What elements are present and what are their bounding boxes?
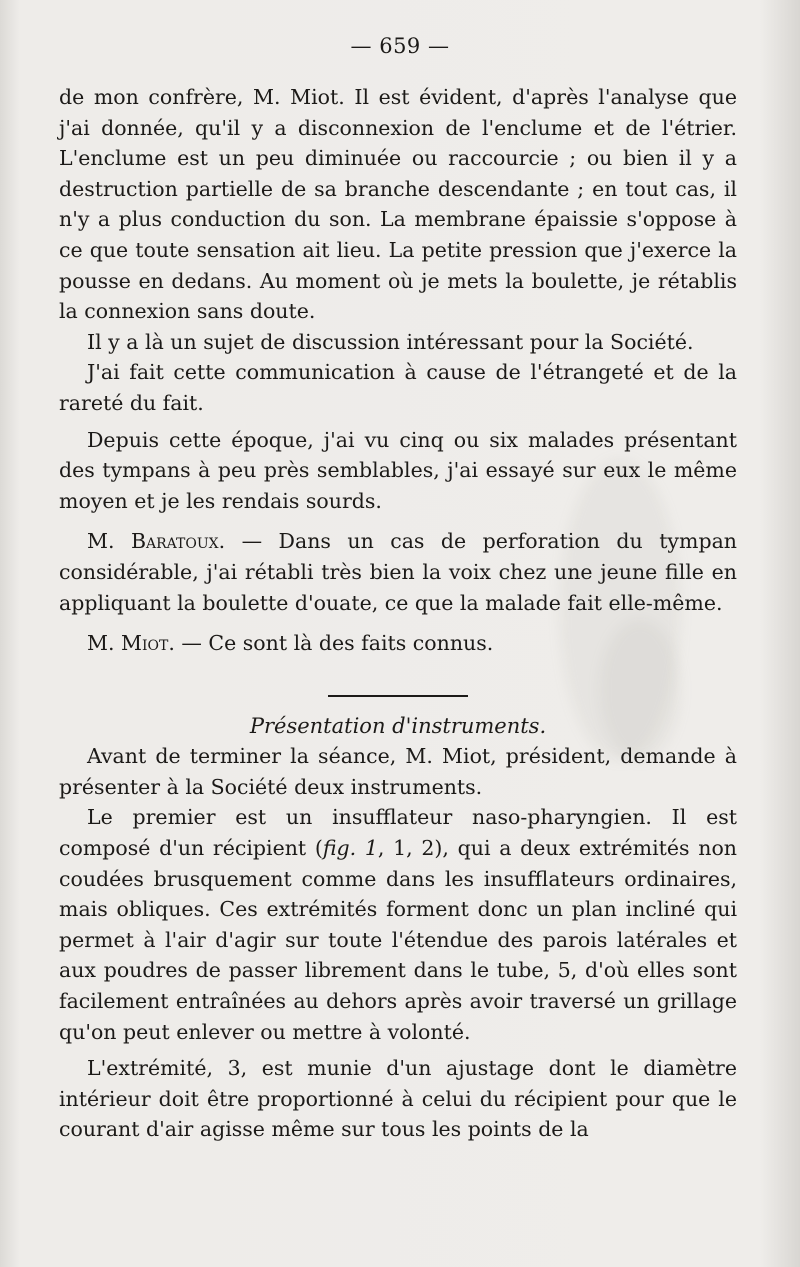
paragraph: J'ai fait cette communication à cause de l'étrangeté et de la rareté du fait.	[59, 360, 737, 415]
paragraph	[59, 526, 737, 618]
speaker-name: M. Miot.	[87, 631, 175, 656]
section-heading: Présentation d'instruments.	[249, 713, 547, 738]
paragraph-text: , 1, 2), qui a deux extrémités non coudées brusquement comme dans les insufflateurs ordinaires, mais obliques. Ces extrémités forment donc un plan incliné qui permet à l'air d'agir sur toute l'étendue des parois latérales et aux poudres de passer librement dans le tube, 5, d'où elles sont facilement entraînées au dehors après avoir traversé un grillage qu'on peut enlever ou mettre à volonté.	[59, 836, 738, 1044]
speech-text: — Ce sont là des faits connus.	[174, 631, 494, 656]
section-divider	[328, 695, 468, 697]
paragraph: Il y a là un sujet de discussion intéressant pour la Société.	[87, 329, 694, 354]
paragraph: Avant de terminer la séance, M. Miot, président, demande à présenter à la Société deux instruments.	[59, 744, 737, 799]
paragraph	[59, 628, 737, 659]
figure-reference: fig. 1	[322, 836, 378, 861]
page-number: — 659 —	[350, 34, 450, 58]
paragraph-text: Le premier est un insufflateur naso-pharyngien. Il est composé d'un récipient (	[59, 805, 737, 861]
paragraph: de mon confrère, M. Miot. Il est évident, d'après l'analyse que j'ai donnée, qu'il y a disconnexion de l'enclume et de l'étrier. L'enclume est un peu diminuée ou raccourcie ; ou bien il y a destruction partielle de sa branche descendante ; en tout cas, il n'y a plus conduction du son. La membrane épaissie s'oppose à ce que toute sensation ait lieu. La petite pression que j'exerce la pousse en dedans. Au moment où je mets la boulette, je rétablis la connexion sans doute.	[59, 85, 737, 324]
page-body	[59, 82, 737, 1145]
paragraph	[59, 802, 737, 1047]
paragraph: L'extrémité, 3, est munie d'un ajustage dont le diamètre intérieur doit être proportionné à celui du récipient pour que le courant d'air agisse même sur tous les points de la	[59, 1056, 737, 1142]
speaker-name: M. Baratoux.	[87, 529, 226, 554]
paragraph: Depuis cette époque, j'ai vu cinq ou six malades présentant des tympans à peu près semblables, j'ai essayé sur eux le même moyen et je les rendais sourds.	[59, 427, 737, 513]
speech-text: — Dans un cas de perforation du tympan considérable, j'ai rétabli très bien la voix chez une jeune fille en appliquant la boulette d'ouate, ce que la malade fait elle-même.	[59, 529, 737, 615]
